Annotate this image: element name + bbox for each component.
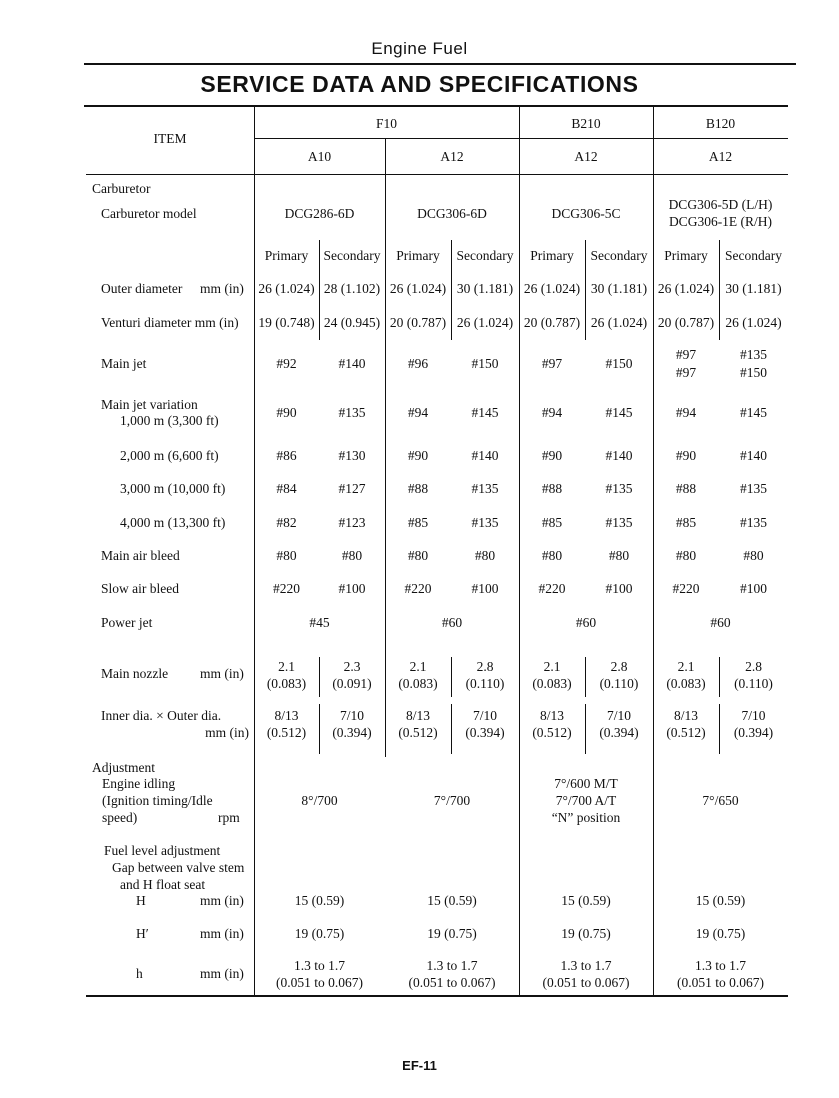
idle-b120: 7°/650 — [702, 793, 739, 808]
main-nozzle-value: 2.3 — [343, 659, 361, 674]
float-h-value: 15 (0.59) — [695, 893, 746, 908]
float-h-prime-label: H′ — [136, 926, 149, 941]
venturi-diameter-value: 26 (1.024) — [456, 315, 514, 330]
header-bottom-rule — [86, 174, 788, 175]
outer-diameter-value: 30 (1.181) — [456, 281, 514, 296]
inner-outer-dia-value: 7/10 — [339, 708, 364, 723]
main-air-bleed-value: #80 — [743, 548, 764, 563]
float-h-value: 15 (0.59) — [294, 893, 345, 908]
carburetor-model: DCG286-6D — [284, 206, 355, 221]
main-air-bleed-label: Main air bleed — [101, 548, 180, 563]
slow-air-bleed-label: Slow air bleed — [101, 581, 179, 596]
engine-idling-label: (Ignition timing/Idle — [102, 793, 213, 808]
altitude-jet-value: #82 — [276, 515, 297, 530]
power-jet-value: #60 — [441, 615, 463, 630]
inner-outer-dia-value: 8/13 — [274, 708, 299, 723]
main-jet-value: #150 — [471, 356, 499, 371]
primary-secondary-header: Primary — [530, 248, 574, 263]
main-nozzle-label: Main nozzle — [101, 666, 169, 681]
main-nozzle-value-inch: (0.110) — [734, 676, 773, 691]
engine-label: A12 — [708, 149, 733, 164]
venturi-diameter-value: 20 (0.787) — [657, 315, 715, 330]
altitude-label: 1,000 m (3,300 ft) — [120, 413, 219, 428]
engine-label: A10 — [307, 149, 332, 164]
engine-idling-label: Engine idling — [102, 776, 176, 791]
altitude-jet-value: #90 — [675, 448, 697, 463]
main-nozzle-value: 2.8 — [476, 659, 494, 674]
venturi-diameter-value: 20 (0.787) — [389, 315, 447, 330]
float-small-h-value: 1.3 to 1.7 — [694, 958, 746, 973]
title-rule — [84, 105, 788, 107]
outer-diameter-value: 26 (1.024) — [258, 281, 315, 296]
altitude-label: 2,000 m (6,600 ft) — [120, 448, 219, 463]
main-nozzle-value-inch: (0.091) — [332, 676, 372, 691]
altitude-jet-value: #123 — [338, 515, 366, 530]
page-title: SERVICE DATA AND SPECIFICATIONS — [200, 71, 639, 97]
altitude-jet-value: #90 — [407, 448, 429, 463]
carburetor-model: DCG306-6D — [417, 206, 487, 221]
primary-secondary-header: Secondary — [725, 248, 782, 263]
primary-secondary-header: Primary — [664, 248, 708, 263]
carburetor-model-b120: DCG306-5D (L/H) — [668, 197, 773, 212]
main-nozzle-value: 2.1 — [543, 659, 561, 674]
float-h-value: 15 (0.59) — [561, 893, 611, 908]
main-jet-value: #140 — [338, 356, 366, 371]
fuel-level-label: Fuel level adjustment — [104, 843, 221, 858]
float-small-h-value: 1.3 to 1.7 — [426, 958, 478, 973]
idle-b210: “N” position — [551, 810, 621, 825]
altitude-jet-value: #85 — [541, 515, 563, 530]
outer-diameter-unit: mm (in) — [200, 281, 244, 296]
engine-idling-unit: rpm — [218, 810, 240, 825]
altitude-jet-value: #140 — [605, 448, 633, 463]
adjustment-section-label: Adjustment — [92, 760, 155, 775]
main-jet-b120-primary: #97 — [675, 347, 697, 362]
venturi-diameter-value: 26 (1.024) — [590, 315, 648, 330]
main-nozzle-value: 2.8 — [745, 659, 762, 674]
float-h-prime-value: 19 (0.75) — [695, 926, 746, 941]
main-air-bleed-value: #80 — [341, 548, 363, 563]
altitude-jet-value: #90 — [276, 405, 297, 420]
main-jet-value: #96 — [407, 356, 429, 371]
table-bottom-rule — [86, 995, 788, 997]
section-header: Engine Fuel — [371, 39, 468, 58]
altitude-jet-value: #140 — [740, 448, 767, 463]
main-jet-variation-label: Main jet variation — [101, 397, 198, 412]
main-nozzle-value: 2.1 — [409, 659, 427, 674]
inner-outer-dia-value-inch: (0.512) — [266, 725, 307, 740]
model-b120: B120 — [705, 116, 736, 131]
float-small-h-label: h — [136, 966, 143, 981]
carburetor-section-label: Carburetor — [92, 181, 151, 196]
altitude-jet-value: #88 — [675, 481, 697, 496]
main-air-bleed-value: #80 — [474, 548, 496, 563]
main-nozzle-value-inch: (0.083) — [532, 676, 572, 691]
float-h-unit: mm (in) — [200, 893, 244, 908]
altitude-jet-value: #135 — [605, 481, 633, 496]
carburetor-model: DCG306-5C — [551, 206, 621, 221]
altitude-jet-value: #135 — [740, 515, 767, 530]
slow-air-bleed-value: #220 — [672, 581, 700, 596]
main-jet-value: #97 — [541, 356, 563, 371]
main-jet-value: #92 — [276, 356, 297, 371]
inner-outer-dia-value-inch: (0.394) — [733, 725, 774, 740]
inner-outer-dia-value-inch: (0.394) — [599, 725, 639, 740]
altitude-jet-value: #127 — [338, 481, 366, 496]
inner-outer-dia-value: 8/13 — [539, 708, 564, 723]
idle-b210: 7°/600 M/T — [554, 776, 618, 791]
inner-outer-dia-value: 7/10 — [472, 708, 497, 723]
primary-secondary-header: Secondary — [590, 248, 648, 263]
main-nozzle-value-inch: (0.083) — [398, 676, 438, 691]
model-b210: B210 — [571, 116, 601, 131]
altitude-jet-value: #135 — [471, 481, 499, 496]
float-small-h-unit: mm (in) — [200, 966, 244, 981]
altitude-jet-value: #94 — [675, 405, 697, 420]
altitude-jet-value: #85 — [407, 515, 429, 530]
inner-outer-dia-value: 7/10 — [606, 708, 631, 723]
model-row-rule — [254, 138, 788, 139]
slow-air-bleed-value: #220 — [404, 581, 432, 596]
inner-outer-dia-unit: mm (in) — [205, 725, 249, 740]
altitude-jet-value: #88 — [541, 481, 563, 496]
slow-air-bleed-value: #100 — [740, 581, 767, 596]
altitude-jet-value: #130 — [338, 448, 366, 463]
main-nozzle-value: 2.8 — [610, 659, 628, 674]
primary-secondary-header: Primary — [396, 248, 440, 263]
idle-f10-a10: 8°/700 — [301, 793, 338, 808]
main-air-bleed-value: #80 — [407, 548, 429, 563]
float-small-h-value-inch: (0.051 to 0.067) — [542, 975, 630, 990]
main-jet-b120-secondary: #135 — [740, 347, 767, 362]
inner-outer-dia-value-inch: (0.394) — [465, 725, 505, 740]
main-nozzle-value-inch: (0.110) — [465, 676, 505, 691]
inner-outer-dia-value: 8/13 — [673, 708, 698, 723]
power-jet-label: Power jet — [101, 615, 153, 630]
main-nozzle-value: 2.1 — [278, 659, 295, 674]
main-jet-value: #150 — [605, 356, 633, 371]
item-header: ITEM — [153, 131, 187, 146]
altitude-jet-value: #145 — [471, 405, 499, 420]
primary-secondary-header: Primary — [264, 248, 309, 263]
venturi-diameter-value: 19 (0.748) — [258, 315, 315, 330]
primary-secondary-header: Secondary — [456, 248, 514, 263]
main-jet-label: Main jet — [101, 356, 147, 371]
venturi-diameter-label: Venturi diameter mm (in) — [101, 315, 239, 330]
float-h-prime-value: 19 (0.75) — [561, 926, 611, 941]
altitude-jet-value: #88 — [407, 481, 429, 496]
power-jet-value: #60 — [575, 615, 597, 630]
page-number: EF-11 — [402, 1058, 437, 1073]
altitude-jet-value: #84 — [276, 481, 297, 496]
altitude-jet-value: #85 — [675, 515, 697, 530]
power-jet-value: #60 — [710, 615, 731, 630]
outer-diameter-value: 26 (1.024) — [657, 281, 715, 296]
carburetor-model-b120: DCG306-1E (R/H) — [668, 214, 773, 229]
main-air-bleed-value: #80 — [608, 548, 630, 563]
altitude-jet-value: #145 — [605, 405, 633, 420]
inner-outer-dia-value-inch: (0.394) — [332, 725, 372, 740]
float-small-h-value-inch: (0.051 to 0.067) — [677, 975, 764, 990]
main-nozzle-value-inch: (0.110) — [599, 676, 639, 691]
engine-label: A12 — [440, 149, 464, 164]
altitude-label: 3,000 m (10,000 ft) — [120, 481, 226, 496]
altitude-jet-value: #135 — [605, 515, 633, 530]
primary-secondary-header: Secondary — [323, 248, 381, 263]
main-jet-b120-secondary: #150 — [740, 365, 767, 380]
slow-air-bleed-value: #100 — [338, 581, 366, 596]
slow-air-bleed-value: #100 — [605, 581, 633, 596]
model-f10: F10 — [375, 116, 397, 131]
inner-outer-dia-value: 8/13 — [405, 708, 430, 723]
altitude-label: 4,000 m (13,300 ft) — [120, 515, 226, 530]
altitude-jet-value: #86 — [276, 448, 297, 463]
venturi-diameter-value: 20 (0.787) — [523, 315, 581, 330]
inner-outer-dia-value-inch: (0.512) — [398, 725, 438, 740]
float-small-h-value-inch: (0.051 to 0.067) — [276, 975, 363, 990]
power-jet-value: #45 — [309, 615, 330, 630]
float-small-h-value-inch: (0.051 to 0.067) — [408, 975, 496, 990]
outer-diameter-value: 26 (1.024) — [523, 281, 581, 296]
header-rule — [84, 63, 796, 65]
main-nozzle-value-inch: (0.083) — [666, 676, 706, 691]
float-h-value: 15 (0.59) — [427, 893, 477, 908]
main-air-bleed-value: #80 — [276, 548, 297, 563]
float-h-prime-value: 19 (0.75) — [294, 926, 345, 941]
float-small-h-value: 1.3 to 1.7 — [293, 958, 345, 973]
slow-air-bleed-value: #220 — [273, 581, 300, 596]
altitude-jet-value: #135 — [740, 481, 767, 496]
slow-air-bleed-value: #220 — [538, 581, 566, 596]
float-small-h-value: 1.3 to 1.7 — [560, 958, 612, 973]
idle-f10-a12: 7°/700 — [433, 793, 471, 808]
engine-label: A12 — [574, 149, 598, 164]
main-nozzle-unit: mm (in) — [200, 666, 244, 681]
altitude-jet-value: #90 — [541, 448, 563, 463]
inner-outer-dia-value-inch: (0.512) — [532, 725, 572, 740]
altitude-jet-value: #94 — [407, 405, 429, 420]
outer-diameter-value: 26 (1.024) — [389, 281, 447, 296]
main-air-bleed-value: #80 — [675, 548, 697, 563]
altitude-jet-value: #145 — [740, 405, 767, 420]
venturi-diameter-value: 26 (1.024) — [725, 315, 782, 330]
main-jet-b120-primary: #97 — [675, 365, 697, 380]
fuel-level-label: and H float seat — [120, 877, 206, 892]
main-nozzle-value-inch: (0.083) — [266, 676, 307, 691]
altitude-jet-value: #135 — [338, 405, 366, 420]
inner-outer-dia-label: Inner dia. × Outer dia. — [101, 708, 222, 723]
slow-air-bleed-value: #100 — [471, 581, 499, 596]
venturi-diameter-value: 24 (0.945) — [323, 315, 381, 330]
float-h-prime-value: 19 (0.75) — [427, 926, 477, 941]
float-h-prime-unit: mm (in) — [200, 926, 244, 941]
idle-b210: 7°/700 A/T — [555, 793, 617, 808]
outer-diameter-value: 30 (1.181) — [590, 281, 648, 296]
altitude-jet-value: #140 — [471, 448, 499, 463]
outer-diameter-label: Outer diameter — [101, 281, 183, 296]
fuel-level-label: Gap between valve stem — [112, 860, 245, 875]
outer-diameter-value: 28 (1.102) — [323, 281, 381, 296]
carburetor-model-label: Carburetor model — [101, 206, 197, 221]
altitude-jet-value: #94 — [541, 405, 563, 420]
inner-outer-dia-value-inch: (0.512) — [666, 725, 706, 740]
float-h-label: H — [136, 893, 146, 908]
inner-outer-dia-value: 7/10 — [741, 708, 766, 723]
outer-diameter-value: 30 (1.181) — [725, 281, 782, 296]
main-nozzle-value: 2.1 — [677, 659, 695, 674]
engine-idling-label: speed) — [102, 810, 138, 825]
altitude-jet-value: #135 — [471, 515, 499, 530]
main-air-bleed-value: #80 — [541, 548, 563, 563]
